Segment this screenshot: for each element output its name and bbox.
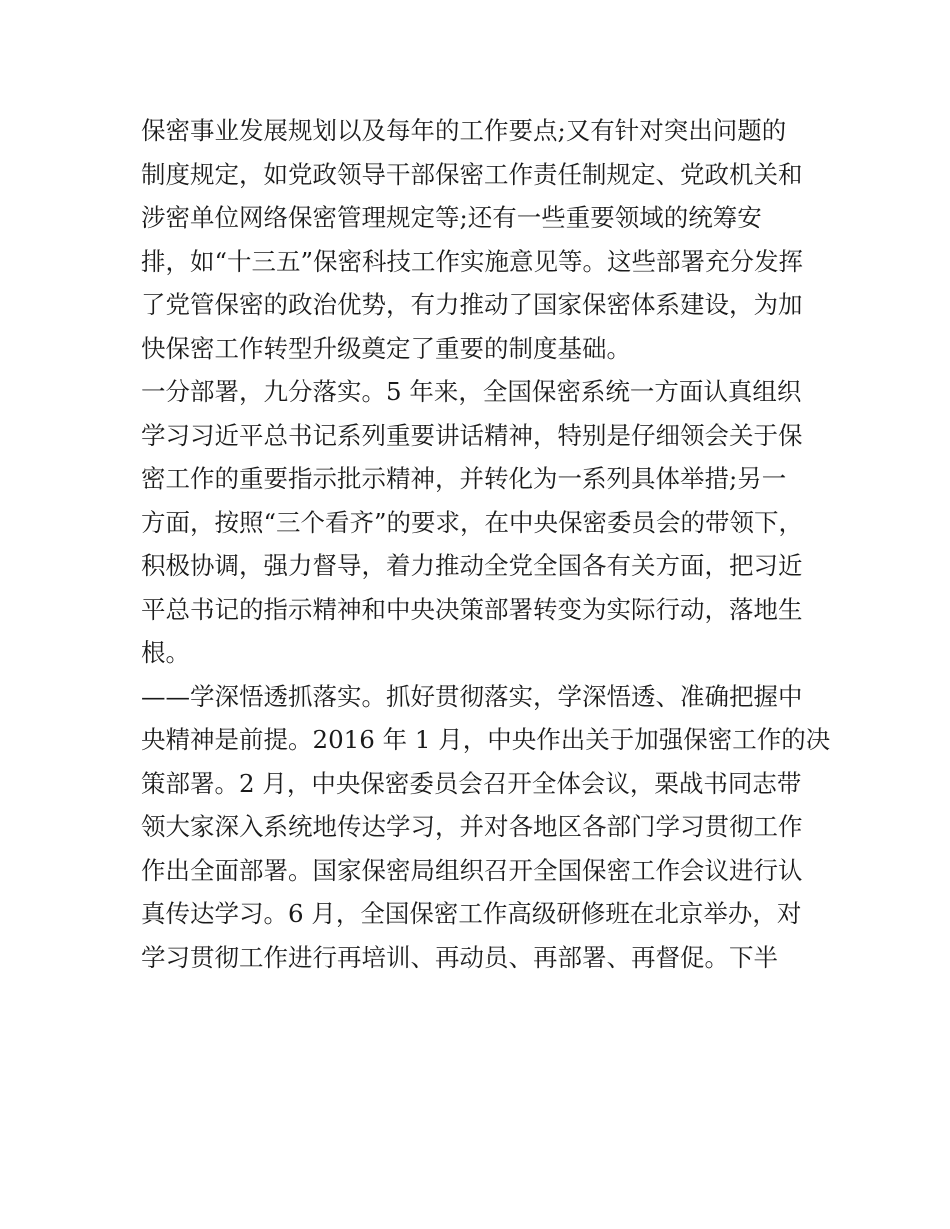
text-line: 领大家深入系统地传达学习，并对各地区各部门学习贯彻工作	[141, 812, 803, 841]
text-line: 制度规定，如党政领导干部保密工作责任制规定、党政机关和	[141, 159, 803, 189]
text-line: 学习贯彻工作进行再培训、再动员、再部署、再督促。下半	[141, 942, 778, 972]
text-line: 积极协调，强力督导，着力推动全党全国各有关方面，把习近	[141, 551, 803, 580]
text-line: 作出全面部署。国家保密局组织召开全国保密工作会议进行认	[141, 855, 803, 885]
text-line: 真传达学习。6 月，全国保密工作高级研修班在北京举办，对	[141, 899, 802, 928]
text-line: 方面，按照“三个看齐”的要求，在中央保密委员会的带领下，	[141, 507, 804, 537]
text-line: 排，如“十三五”保密科技工作实施意见等。这些部署充分发挥	[141, 246, 804, 276]
text-line: ——学深悟透抓落实。抓好贯彻落实，学深悟透、准确把握中	[141, 681, 803, 711]
text-line: 了党管保密的政治优势，有力推动了国家保密体系建设，为加	[141, 290, 803, 319]
text-line: 密工作的重要指示批示精神，并转化为一系列具体举措;另一	[141, 464, 787, 493]
text-line: 涉密单位网络保密管理规定等;还有一些重要领域的统筹安	[141, 203, 762, 232]
text-line: 根。	[141, 638, 190, 667]
text-line: 一分部署，九分落实。5 年来，全国保密系统一方面认真组织	[141, 377, 802, 406]
text-line: 央精神是前提。2016 年 1 月，中央作出关于加强保密工作的决	[141, 725, 831, 754]
text-line: 策部署。2 月，中央保密委员会召开全体会议，栗战书同志带	[141, 768, 802, 798]
document-body	[141, 109, 831, 979]
text-line: 学习习近平总书记系列重要讲话精神，特别是仔细领会关于保	[141, 420, 803, 450]
text-line: 快保密工作转型升级奠定了重要的制度基础。	[141, 333, 631, 363]
text-line: 平总书记的指示精神和中央决策部署转变为实际行动，落地生	[141, 594, 803, 624]
text-line: 保密事业发展规划以及每年的工作要点;又有针对突出问题的	[141, 116, 787, 145]
